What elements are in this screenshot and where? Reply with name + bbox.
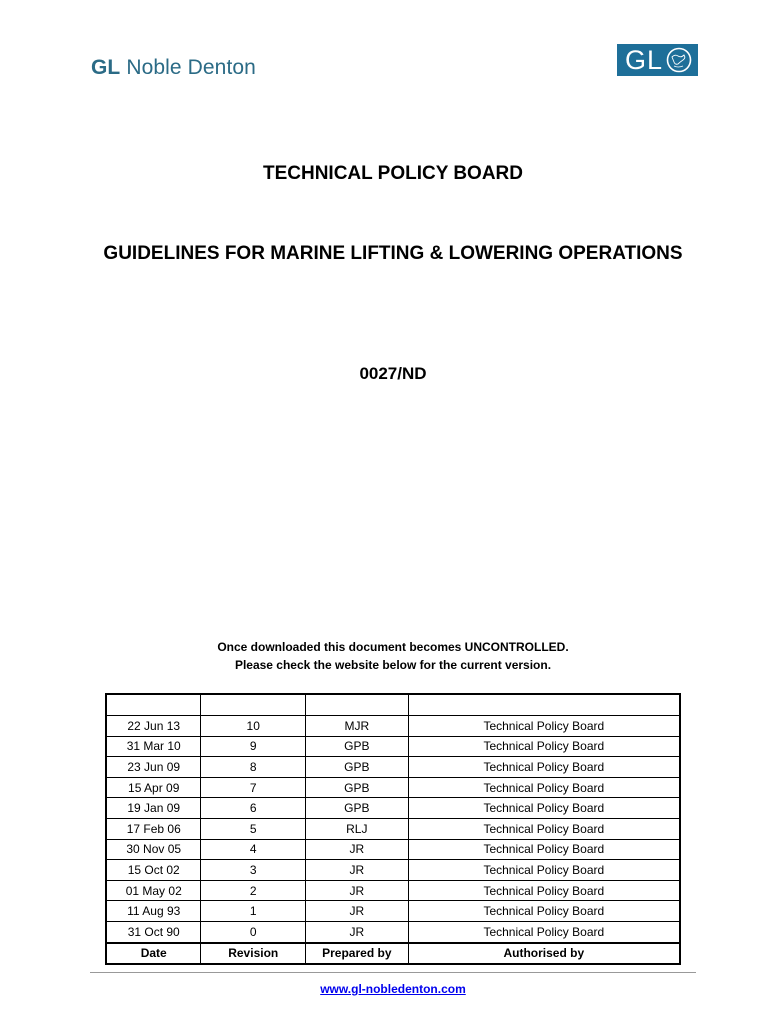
brand-wordmark-bold: GL — [91, 56, 121, 79]
table-row — [106, 880, 680, 901]
table-row — [106, 736, 680, 757]
revision-number-cell: 10 — [201, 716, 306, 737]
prepared-by-cell: JR — [306, 860, 409, 881]
authorised-by-cell: Technical Policy Board — [408, 716, 680, 737]
revision-number-cell: 7 — [201, 777, 306, 798]
authorised-by-cell: Technical Policy Board — [408, 921, 680, 942]
revision-number-cell: 5 — [201, 818, 306, 839]
prepared-by-cell: GPB — [306, 777, 409, 798]
column-header-date: Date — [106, 943, 201, 965]
prepared-by-cell: JR — [306, 839, 409, 860]
gl-logo — [617, 44, 698, 76]
revision-number-cell: 1 — [201, 901, 306, 922]
revision-date-cell: 15 Oct 02 — [106, 860, 201, 881]
authorised-by-cell: Technical Policy Board — [408, 880, 680, 901]
table-row — [106, 777, 680, 798]
revision-date-cell: 19 Jan 09 — [106, 798, 201, 819]
table-row — [106, 921, 680, 942]
table-cell — [408, 694, 680, 716]
revision-table — [105, 693, 681, 965]
table-row — [106, 716, 680, 737]
revision-number-cell: 2 — [201, 880, 306, 901]
authorised-by-cell: Technical Policy Board — [408, 860, 680, 881]
revision-header-row — [106, 943, 680, 965]
prepared-by-cell: MJR — [306, 716, 409, 737]
revision-date-cell: 31 Oct 90 — [106, 921, 201, 942]
revision-number-cell: 8 — [201, 757, 306, 778]
revision-number-cell: 6 — [201, 798, 306, 819]
prepared-by-cell: GPB — [306, 736, 409, 757]
prepared-by-cell: GPB — [306, 798, 409, 819]
prepared-by-cell: GPB — [306, 757, 409, 778]
revision-date-cell: 22 Jun 13 — [106, 716, 201, 737]
table-row — [106, 901, 680, 922]
revision-date-cell: 31 Mar 10 — [106, 736, 201, 757]
table-cell — [306, 694, 409, 716]
document-title: GUIDELINES FOR MARINE LIFTING & LOWERING OPERATIONS — [103, 243, 683, 264]
authorised-by-cell: Technical Policy Board — [408, 818, 680, 839]
revision-date-cell: 01 May 02 — [106, 880, 201, 901]
revision-date-cell: 11 Aug 93 — [106, 901, 201, 922]
table-cell — [106, 694, 201, 716]
revision-date-cell: 23 Jun 09 — [106, 757, 201, 778]
brand-wordmark-name: Noble Denton — [126, 56, 256, 79]
table-row — [106, 757, 680, 778]
globe-icon — [666, 47, 692, 73]
table-cell — [201, 694, 306, 716]
website-link[interactable]: www.gl-nobledenton.com — [320, 982, 466, 996]
prepared-by-cell: JR — [306, 901, 409, 922]
revision-blank-row — [106, 694, 680, 716]
revision-date-cell: 30 Nov 05 — [106, 839, 201, 860]
table-row — [106, 818, 680, 839]
prepared-by-cell: JR — [306, 921, 409, 942]
document-number: 0027/ND — [359, 364, 427, 383]
revision-date-cell: 17 Feb 06 — [106, 818, 201, 839]
authorised-by-cell: Technical Policy Board — [408, 839, 680, 860]
column-header-authorised-by: Authorised by — [408, 943, 680, 965]
version-check-notice: Please check the website below for the current version. — [234, 658, 552, 672]
prepared-by-cell: RLJ — [306, 818, 409, 839]
revision-number-cell: 0 — [201, 921, 306, 942]
uncontrolled-notice: Once downloaded this document becomes UNCONTROLLED. — [217, 640, 569, 654]
column-header-revision: Revision — [201, 943, 306, 965]
revision-number-cell: 9 — [201, 736, 306, 757]
board-heading: TECHNICAL POLICY BOARD — [262, 163, 524, 184]
authorised-by-cell: Technical Policy Board — [408, 777, 680, 798]
authorised-by-cell: Technical Policy Board — [408, 757, 680, 778]
table-row — [106, 798, 680, 819]
authorised-by-cell: Technical Policy Board — [408, 798, 680, 819]
revision-number-cell: 4 — [201, 839, 306, 860]
gl-logo-text: GL — [625, 44, 664, 75]
authorised-by-cell: Technical Policy Board — [408, 736, 680, 757]
revision-number-cell: 3 — [201, 860, 306, 881]
column-header-prepared-by: Prepared by — [306, 943, 409, 965]
prepared-by-cell: JR — [306, 880, 409, 901]
footer-divider — [90, 972, 696, 973]
brand-wordmark — [91, 56, 256, 80]
revision-date-cell: 15 Apr 09 — [106, 777, 201, 798]
revision-table-body — [106, 694, 680, 943]
authorised-by-cell: Technical Policy Board — [408, 901, 680, 922]
table-row — [106, 860, 680, 881]
table-row — [106, 839, 680, 860]
